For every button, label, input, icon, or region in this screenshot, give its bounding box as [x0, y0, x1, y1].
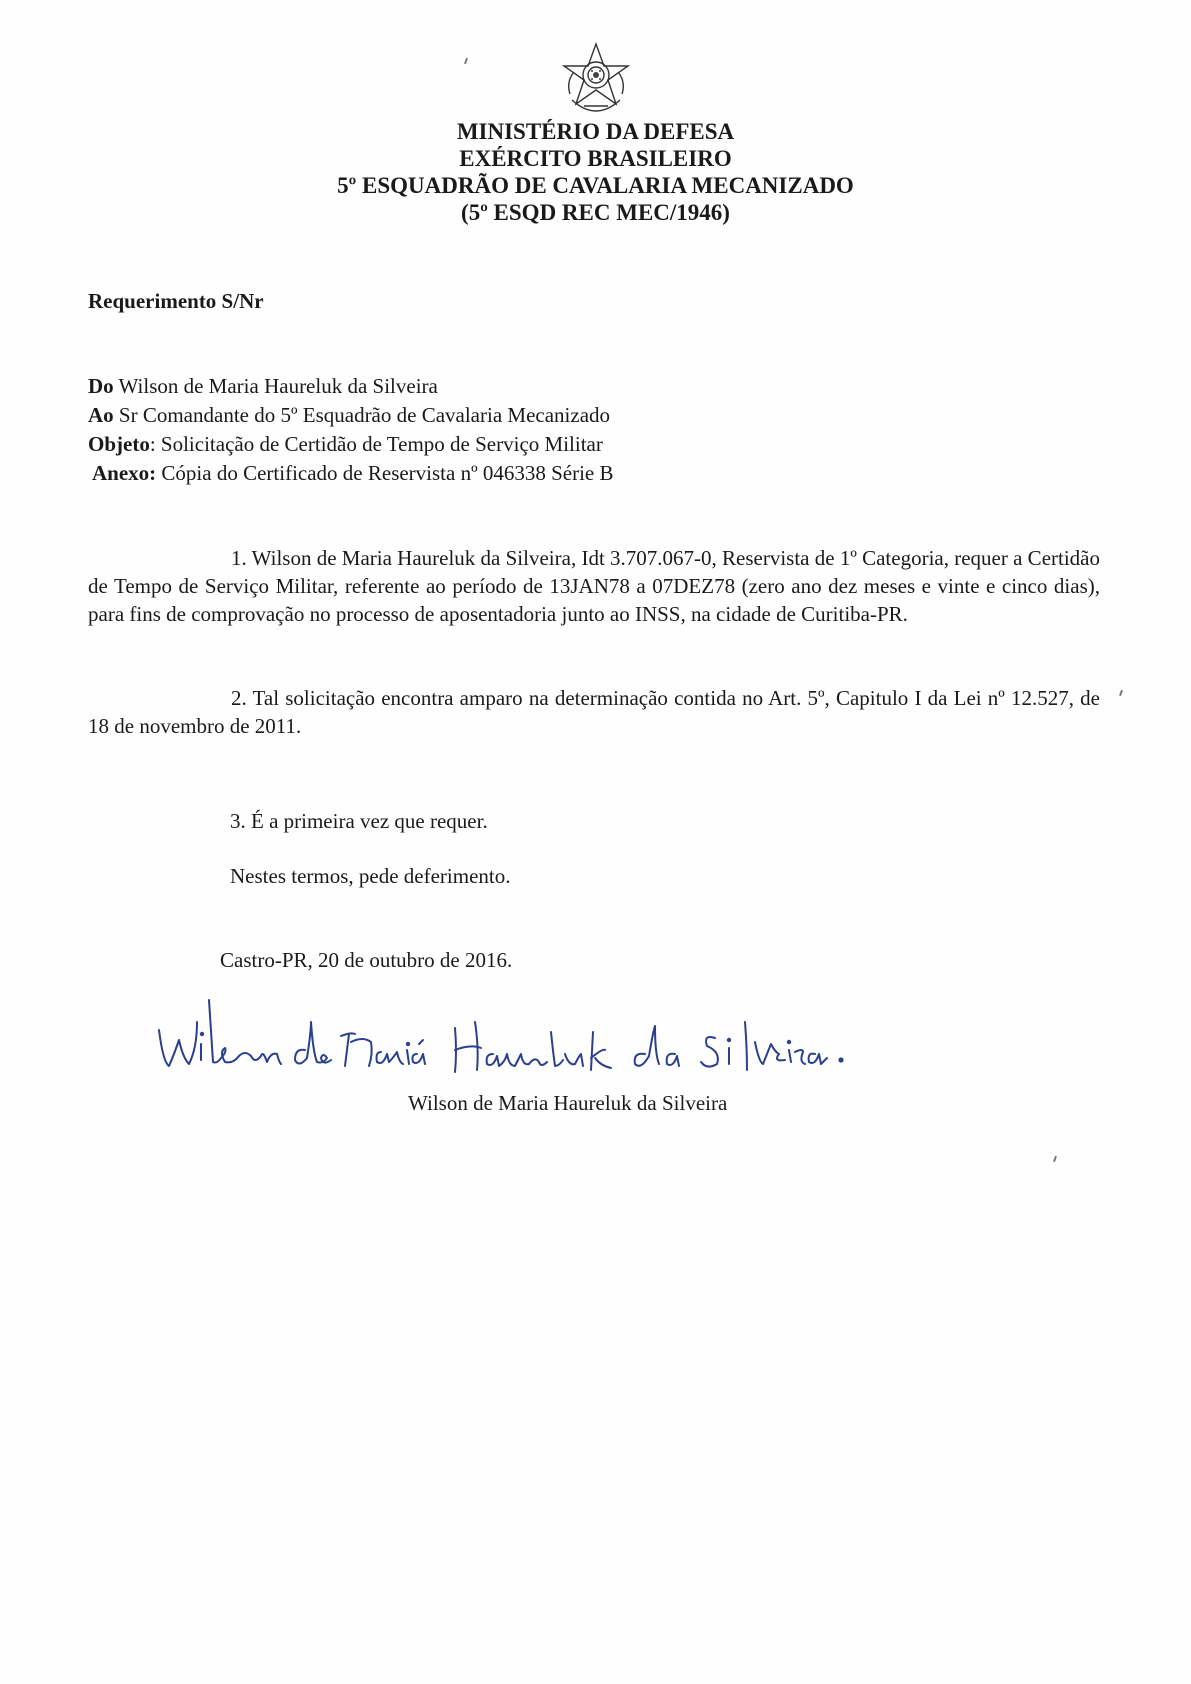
- header-squadron-code: (5º ESQD REC MEC/1946): [461, 200, 730, 225]
- header-squadron: 5º ESQUADRÃO DE CAVALARIA MECANIZADO: [337, 173, 854, 198]
- from-row: [88, 372, 614, 401]
- handwritten-signature: [155, 992, 915, 1082]
- scan-speck: [464, 58, 468, 64]
- paragraph-2: [88, 684, 1100, 740]
- paragraph-1-text: 1. Wilson de Maria Haureluk da Silveira, Idt 3.707.067-0, Reservista de 1º Categoria, requer a Certidão de Tempo de Serviço Militar, referente ao período de 13JAN78 a 07DEZ78 (zero ano dez meses e vinte e cinco dias), para fins de comprovação no processo de aposentadoria junto ao INSS, na cidade de Curitiba-PR.: [88, 546, 1100, 626]
- header-ministry: MINISTÉRIO DA DEFESA: [456, 119, 735, 144]
- to-label: Ao: [88, 403, 114, 427]
- subject-value: : Solicitação de Certidão de Tempo de Serviço Militar: [149, 432, 603, 456]
- subject-label: Objeto: [88, 432, 150, 456]
- scan-speck: [1053, 1156, 1057, 1162]
- paragraph-2-text: 2. Tal solicitação encontra amparo na determinação contida no Art. 5º, Capitulo I da Lei nº 12.527, de 18 de novembro de 2011.: [88, 686, 1100, 738]
- brazil-coat-of-arms-icon: [558, 42, 634, 118]
- paragraph-3: 3. É a primeira vez que requer.: [230, 809, 488, 833]
- subject-row: [88, 430, 614, 459]
- annex-value: Cópia do Certificado de Reservista nº 046338 Série B: [156, 461, 614, 485]
- document-header: [0, 118, 1191, 226]
- closing-statement: Nestes termos, pede deferimento.: [230, 864, 511, 888]
- date-line: Castro-PR, 20 de outubro de 2016.: [220, 948, 513, 972]
- printed-signer-name: Wilson de Maria Haureluk da Silveira: [408, 1091, 728, 1115]
- annex-label: Anexo:: [92, 461, 157, 485]
- header-army: EXÉRCITO BRASILEIRO: [459, 146, 732, 171]
- request-metadata: [88, 372, 614, 488]
- document-title: Requerimento S/Nr: [88, 289, 264, 313]
- paragraph-1: [88, 544, 1100, 628]
- from-label: Do: [88, 374, 114, 398]
- from-value: Wilson de Maria Haureluk da Silveira: [113, 374, 438, 398]
- scan-speck: [1119, 690, 1123, 696]
- to-row: [88, 401, 614, 430]
- annex-row: [88, 459, 614, 488]
- to-value: Sr Comandante do 5º Esquadrão de Cavalaria Mecanizado: [113, 403, 611, 427]
